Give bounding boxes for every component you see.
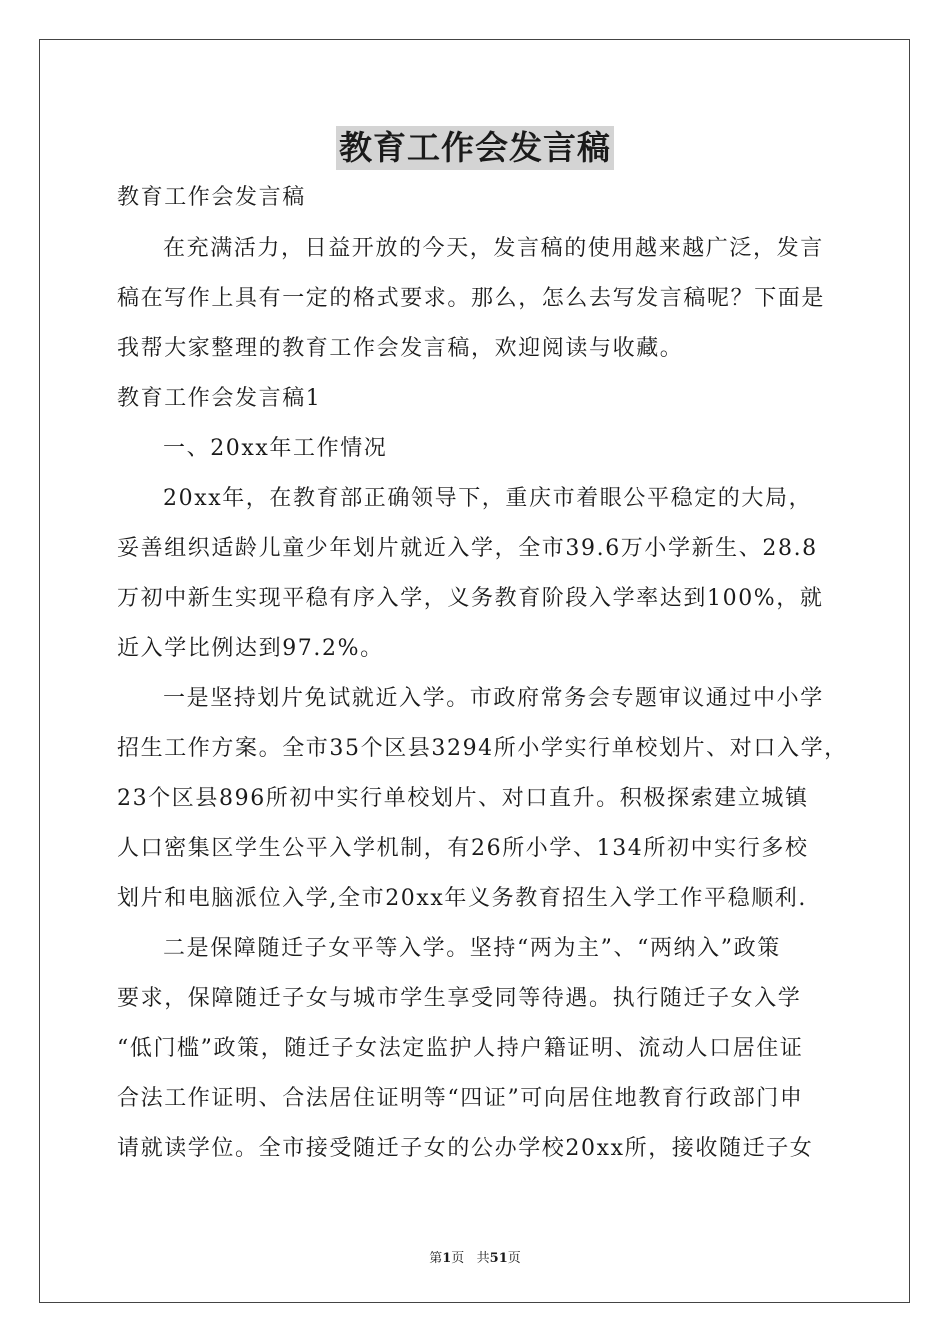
paragraph-line: 二是保障随迁子女平等入学。坚持“两为主”、“两纳入”政策 (163, 936, 781, 961)
paragraph-line: 一是坚持划片免试就近入学。市政府常务会专题审议通过中小学 (163, 686, 824, 711)
paragraph-line: 在充满活力，日益开放的今天，发言稿的使用越来越广泛，发言 (163, 236, 824, 261)
paragraph-line: 近入学比例达到97.2%。 (117, 636, 384, 661)
paragraph-line: 20xx年，在教育部正确领导下，重庆市着眼公平稳定的大局， (163, 486, 813, 511)
page-footer (0, 1247, 950, 1266)
paragraph-line: 万初中新生实现平稳有序入学，义务教育阶段入学率达到100%，就 (117, 586, 824, 611)
paragraph-line: 要求，保障随迁子女与城市学生享受同等待遇。执行随迁子女入学 (117, 986, 802, 1011)
paragraph-line: “低门槛”政策，随迁子女法定监护人持户籍证明、流动人口居住证 (117, 1036, 804, 1061)
section-heading: 教育工作会发言稿1 (117, 386, 322, 411)
paragraph-line: 妥善组织适龄儿童少年划片就近入学，全市39.6万小学新生、28.8 (117, 536, 818, 561)
total-pages-number: 51 (489, 1251, 508, 1266)
subtitle-line: 教育工作会发言稿 (117, 185, 306, 210)
document-title: 教育工作会发言稿 (336, 126, 614, 170)
page-prefix: 第 (429, 1251, 443, 1266)
paragraph-line: 我帮大家整理的教育工作会发言稿，欢迎阅读与收藏。 (117, 336, 684, 361)
paragraph-line: 合法工作证明、合法居住证明等“四证”可向居住地教育行政部门申 (117, 1086, 804, 1111)
paragraph-line: 稿在写作上具有一定的格式要求。那么，怎么去写发言稿呢？下面是 (117, 286, 826, 311)
title-container (0, 126, 950, 170)
page-suffix: 页 (507, 1251, 521, 1266)
paragraph-line: 23个区县896所初中实行单校划片、对口直升。积极探索建立城镇 (117, 786, 809, 811)
paragraph-line: 招生工作方案。全市35个区县3294所小学实行单校划片、对口入学， (117, 736, 848, 761)
paragraph-line: 请就读学位。全市接受随迁子女的公办学校20xx所，接收随迁子女 (117, 1136, 814, 1161)
page-mid: 页 共 (451, 1251, 490, 1266)
paragraph-line: 划片和电脑派位入学,全市20xx年义务教育招生入学工作平稳顺利. (117, 886, 807, 911)
current-page-number: 1 (442, 1251, 452, 1266)
paragraph-line: 人口密集区学生公平入学机制，有26所小学、134所初中实行多校 (117, 836, 809, 861)
subsection-heading: 一、20xx年工作情况 (163, 436, 388, 461)
